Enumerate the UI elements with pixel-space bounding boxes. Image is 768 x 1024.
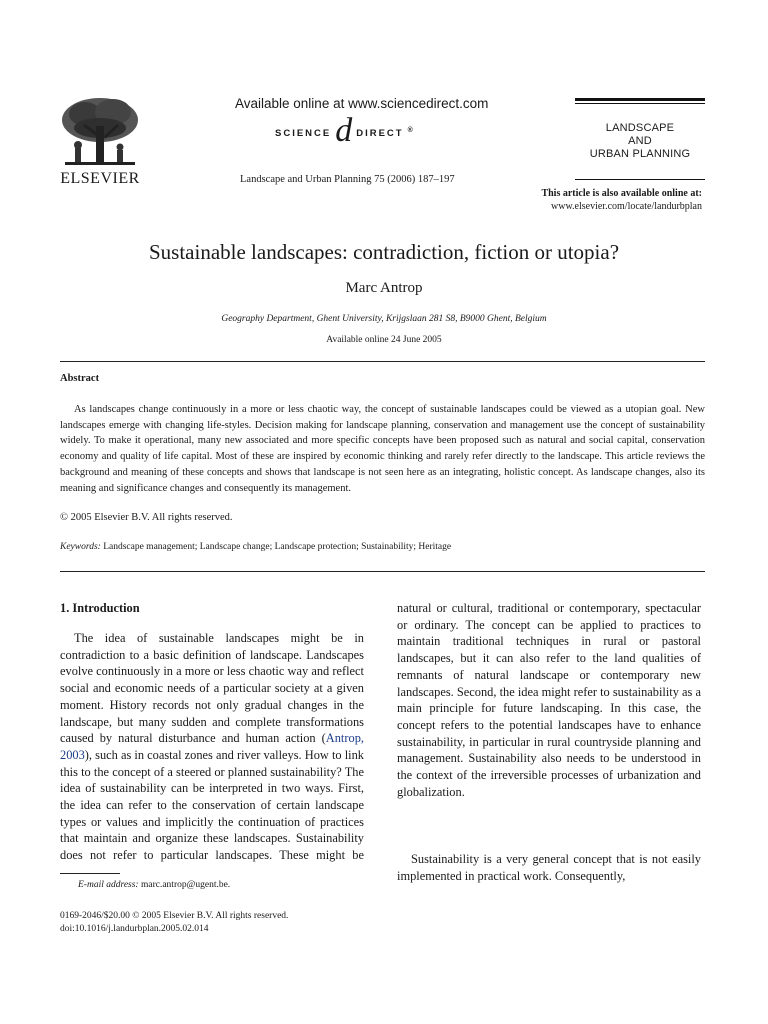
issn-line: 0169-2046/$20.00 © 2005 Elsevier B.V. All rights reserved. (60, 911, 289, 921)
journal-reference: Landscape and Urban Planning 75 (2006) 187–197 (240, 174, 455, 185)
footnote-rule (60, 873, 120, 874)
journal-logo-rule-top (575, 98, 705, 104)
column-right (397, 600, 701, 884)
keywords-label: Keywords: (60, 542, 101, 552)
available-date: Available online 24 June 2005 (326, 335, 442, 345)
journal-logo-line-3: URBAN PLANNING (589, 148, 691, 160)
journal-logo-line-2: AND (628, 135, 652, 147)
abstract-text: As landscapes change continuously in a more or less chaotic way, the concept of sustainable landscapes could be viewed as a utopian goal. New landscapes emerge with changing life-styles. Decision making for landscape planning, conservation and management use the concept of sustainability widely. To make it operational, many new associated and more specific concepts have been proposed such as natural and social capital, conservation economy and quality of life capital. Most of these are inspired by economic thinking and rarely refer directly to the landscape. This article reviews the background and meaning of these concepts and shows that landscape is not seen here as an integrating, holistic concept. As landscape changes, also its meaning and significance changes and consequently its management. (60, 404, 705, 494)
divider-top (60, 361, 705, 362)
also-available-notice (500, 187, 702, 213)
section-heading: 1. Introduction (60, 601, 140, 615)
intro-paragraph-1 (60, 630, 364, 864)
intro-continued-text (397, 600, 701, 800)
author-name: Marc Antrop (345, 280, 423, 296)
sd-left-text: SCIENCE (275, 127, 332, 139)
author-affiliation: Geography Department, Ghent University, Krijgslaan 281 S8, B9000 Ghent, Belgium (221, 314, 547, 324)
article-title: Sustainable landscapes: contradiction, fiction or utopia? (148, 240, 620, 264)
journal-logo-rule-bottom (575, 179, 705, 180)
author-email-link[interactable]: marc.antrop@ugent.be. (140, 880, 231, 890)
citation-author: Antrop (325, 731, 361, 746)
intro-text-after-cite-left: ), such as in coastal zones and river valleys. How to link this to the concept of a steered or planned sustainability? The idea of sustainability can be interpreted in two ways. First, the idea can refer to the conservation of certain landscape types or values and implicitly the continuation of practices that maintain and organize these landscapes. Sustainability does not refer to particular landscapes. These might be (60, 747, 364, 863)
tree-logo-icon (55, 96, 145, 170)
intro-paragraph-2: Sustainability is a very general concept that is not easily implemented in practical work. Consequently, (397, 852, 701, 883)
journal-logo (575, 122, 705, 161)
divider-bottom (60, 571, 705, 572)
front-matter (60, 910, 288, 936)
citation-year: 2003 (60, 747, 85, 762)
sd-registered-mark: ® (407, 126, 413, 134)
intro-text-before-cite: The idea of sustainable landscapes might be in contradiction to a basic definition of landscape. Landscapes evolve continuously in a more or less chaotic way and reflect social and economic needs of a particular society at a given moment. History records not only gradual changes in the landscape, but many sudden and complete transformations caused by natural disturbance and human action ( (60, 631, 364, 746)
sd-right-text: DIRECT (356, 127, 404, 139)
also-available-label: This article is also available online at: (541, 188, 702, 199)
journal-url-link[interactable]: www.elsevier.com/locate/landurbplan (551, 201, 702, 212)
doi-link[interactable]: doi:10.1016/j.landurbplan.2005.02.014 (60, 924, 209, 934)
abstract-heading: Abstract (60, 373, 100, 384)
publisher-name: ELSEVIER (60, 170, 140, 187)
keywords-list: Landscape management; Landscape change; Landscape protection; Sustainability; Heritage (103, 542, 452, 552)
citation-separator: , (360, 731, 364, 746)
email-label: E-mail address: (78, 880, 139, 890)
column-left (60, 630, 364, 864)
journal-logo-line-1: LANDSCAPE (605, 122, 675, 134)
abstract-copyright: © 2005 Elsevier B.V. All rights reserved. (60, 512, 233, 523)
keywords-line (60, 542, 451, 552)
sciencedirect-logo (275, 112, 413, 149)
sd-at-icon: d (335, 112, 353, 149)
intro-text-after-cite-right: natural or cultural, traditional or contemporary, spectacular or ordinary. The concept can be applied to practices to maintain traditional techniques in rural or pastoral landscapes, but it can also refer to the land qualities of remnants of natural landscape or contemporary new landscapes. Second, the idea might refer to sustainability as a main principle for future landscaping. In this case, the concept refers to the potential landscapes have to enhance sustainability, in particular in rural countryside planning and management. Sustainability also needs to be understood in the context of the irreversible processes of urbanization and globalization. (397, 601, 701, 799)
elsevier-tree-logo (55, 96, 145, 175)
available-online-text: Available online at www.sciencedirect.com (235, 96, 489, 111)
abstract-body (60, 402, 705, 496)
author-footnote (78, 880, 230, 890)
intro-paragraph-1-continued (397, 600, 701, 851)
